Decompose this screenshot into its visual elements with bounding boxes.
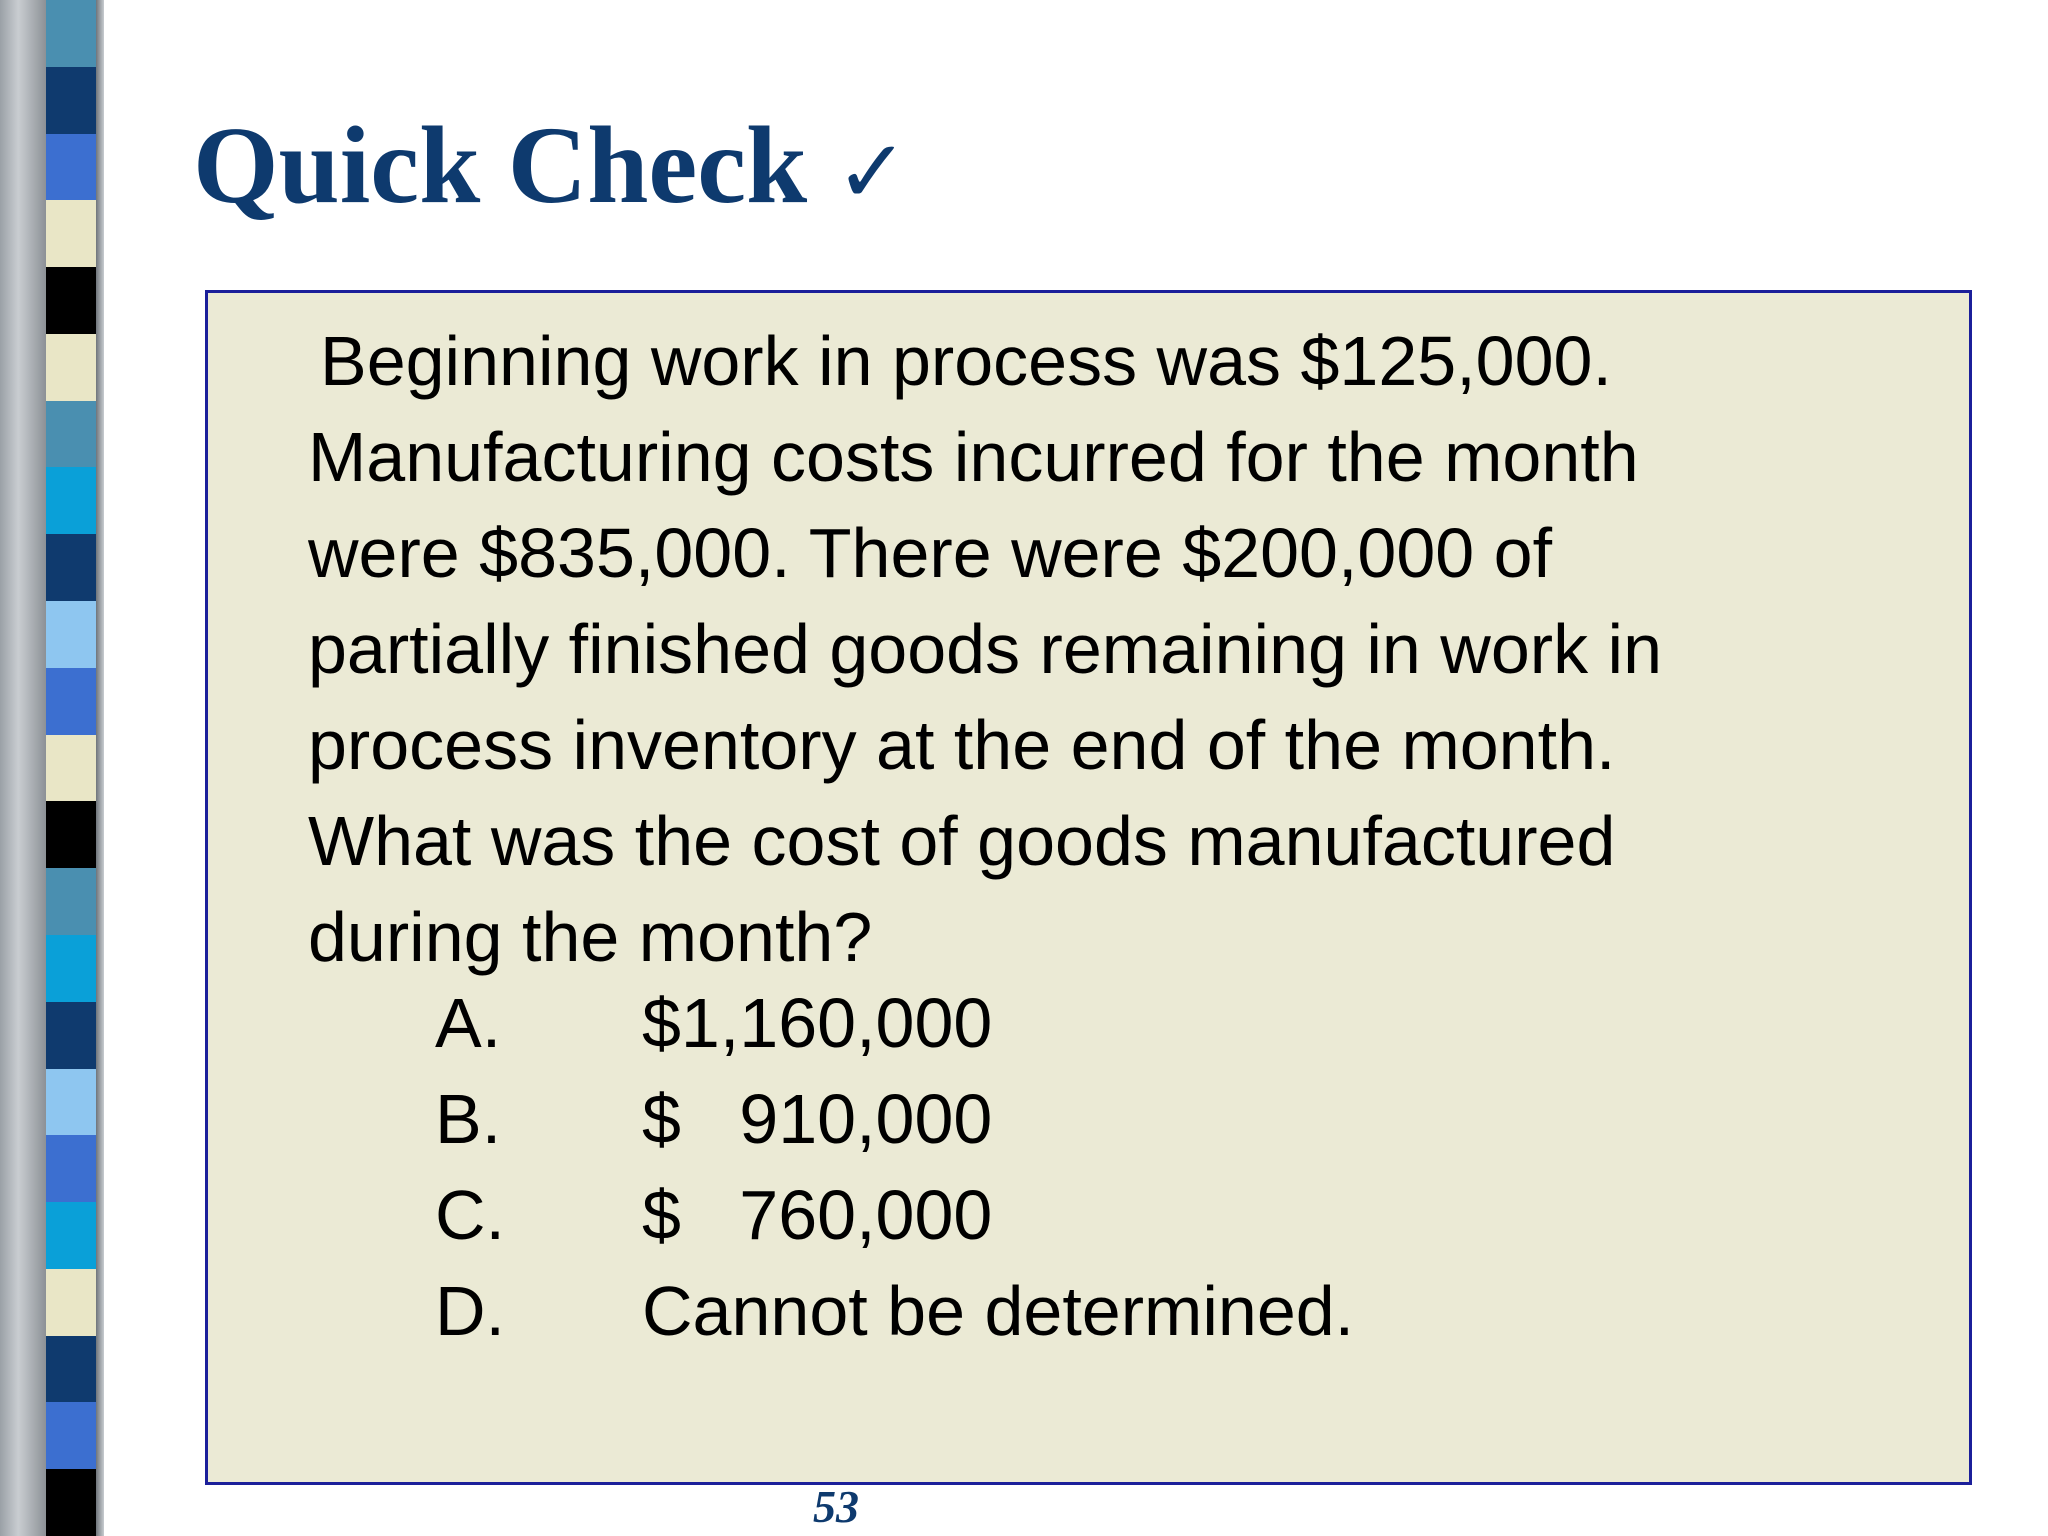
option-text: $1,160,000: [642, 984, 993, 1062]
question-text: [308, 313, 1948, 985]
answer-options: [435, 975, 1354, 1359]
page-number: 53: [813, 1481, 859, 1532]
checkmark-icon: ✓: [835, 120, 909, 223]
question-line: were $835,000. There were $200,000 of: [308, 514, 1553, 592]
option-letter: A.: [435, 984, 502, 1062]
option-b: [435, 1071, 1354, 1167]
strip-shadow: [96, 0, 104, 1536]
option-letter: D.: [435, 1272, 505, 1350]
left-color-blocks: [46, 0, 96, 1536]
option-letter: C.: [435, 1176, 505, 1254]
option-a: [435, 975, 1354, 1071]
option-text: $ 760,000: [642, 1176, 993, 1254]
left-decorative-strip: [0, 0, 46, 1536]
question-box: [205, 290, 1972, 1485]
question-line: What was the cost of goods manufactured: [308, 802, 1616, 880]
option-c: [435, 1167, 1354, 1263]
question-line: Manufacturing costs incurred for the month: [308, 418, 1639, 496]
question-line: process inventory at the end of the month.: [308, 706, 1616, 784]
option-letter: B.: [435, 1080, 502, 1158]
option-text: $ 910,000: [642, 1080, 993, 1158]
option-text: Cannot be determined.: [642, 1272, 1355, 1350]
slide-title: [193, 104, 909, 226]
question-line: partially finished goods remaining in work in: [308, 610, 1663, 688]
question-line: Beginning work in process was $125,000.: [320, 322, 1612, 400]
option-d: [435, 1263, 1354, 1359]
slide-title-text: Quick Check: [193, 104, 808, 226]
question-line: during the month?: [308, 898, 873, 976]
